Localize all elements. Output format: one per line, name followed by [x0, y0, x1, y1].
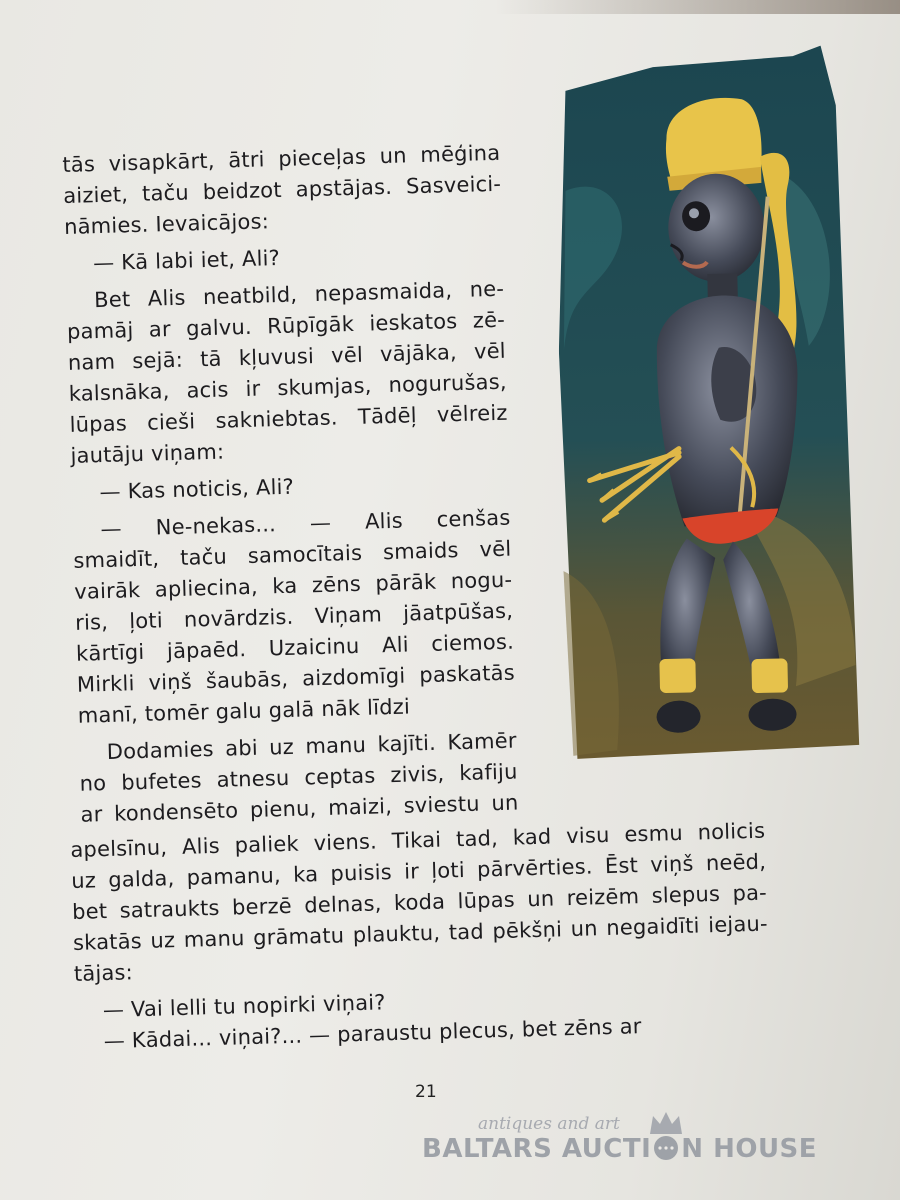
text-line: lūpas cieši sakniebtas. Tādēļ vēlreiz: [69, 400, 508, 437]
text-line: kārtīgi jāpaēd. Uzaicinu Ali ciemos.: [75, 629, 515, 666]
text-line: jautāju viņam:: [70, 439, 225, 468]
dialog-line: — Kā labi iet, Ali?: [92, 245, 281, 276]
text-line: uz galda, pamanu, ka puisis ir ļoti pārvērties. Ēst viņš neēd,: [70, 849, 767, 893]
text-line: no bufetes atnesu ceptas zivis, kafiju: [79, 759, 518, 796]
text-line: kalsnāka, acis ir skumjas, nogurušas,: [68, 369, 507, 406]
text-line: Bet Alis neatbild, nepasmaida, ne-: [93, 276, 505, 313]
page-number: 21: [415, 1082, 437, 1102]
page-top-edge: [0, 0, 900, 14]
text-line: skatās uz manu grāmatu plauktu, tad pēkšņi un negaidīti iejau-: [72, 911, 769, 955]
crown-icon: [648, 1110, 684, 1136]
text-line: ris, ļoti novārdzis. Viņam jāatpūšas,: [74, 598, 514, 635]
dialog-line: — Vai lelli tu nopirki viņai?: [102, 990, 386, 1023]
watermark-name: [422, 1134, 817, 1164]
text-line: apelsīnu, Alis paliek viens. Tikai tad, kad visu esmu nolicis: [70, 818, 766, 862]
text-line: ar kondensēto pienu, maizi, sviestu un: [80, 790, 519, 827]
column-text-block: [62, 138, 519, 831]
watermark-o-icon: [651, 1135, 681, 1161]
watermark-tagline: antiques and art: [478, 1114, 620, 1134]
text-line: aiziet, taču beidzot apstājas. Sasveici-: [62, 171, 502, 208]
text-line: nam sejā: tā kļuvusi vēl vājāka, vēl: [67, 338, 507, 375]
dialog-line: — Kādai... viņai?... — paraustu plecus, bet zēns ar: [103, 1014, 642, 1054]
text-line: bet satraukts berzē delnas, koda lūpas un reizēm slepus pa-: [71, 880, 768, 924]
dialog-line: — Ne-nekas... — Alis cenšas: [100, 505, 511, 542]
text-line: nāmies. Ievaicājos:: [63, 209, 270, 239]
auction-house-watermark: [422, 1110, 822, 1180]
text-line: pamāj ar galvu. Rūpīgāk ieskatos zē-: [66, 307, 506, 344]
text-line: tās visapkārt, ātri pieceļas un mēģina: [62, 140, 501, 177]
text-line: Dodamies abi uz manu kajīti. Kamēr: [106, 728, 518, 764]
watermark-name-right: N HOUSE: [681, 1134, 818, 1164]
text-line: tājas:: [73, 960, 134, 986]
watermark-name-left: BALTARS AUCTI: [422, 1134, 652, 1164]
text-line: Mirkli viņš šaubās, aizdomīgi paskatās: [76, 660, 516, 697]
text-line: vairāk apliecina, ka zēns pārāk nogu-: [74, 567, 513, 604]
wide-text-block: [70, 816, 771, 1058]
dialog-line: — Kas noticis, Ali?: [99, 474, 295, 505]
text-line: manī, tomēr galu galā nāk līdzi: [77, 694, 411, 728]
boy-illustration: [553, 45, 864, 761]
text-line: smaidīt, taču samocītais smaids vēl: [73, 536, 512, 573]
